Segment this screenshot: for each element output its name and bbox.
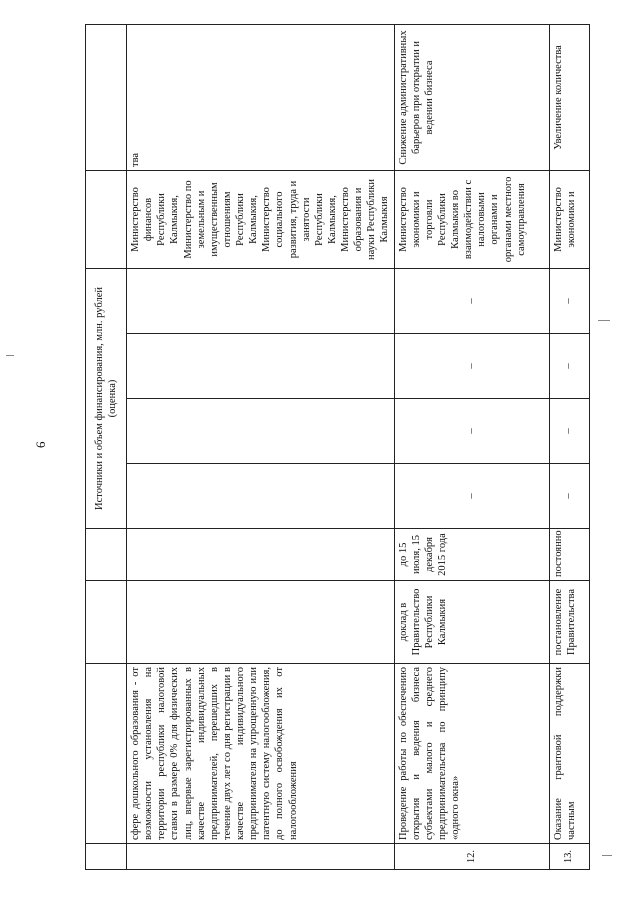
funding-cell: –: [549, 334, 589, 399]
action-cell: Оказание грантовой поддержки частным: [549, 664, 589, 844]
result-cell: Увеличение количества: [549, 24, 589, 170]
row-number: 13.: [549, 844, 589, 870]
header-form: [86, 581, 127, 664]
term-cell: до 15 июля, 15 декабря 2015 года: [394, 529, 549, 581]
funding-cell: –: [549, 399, 589, 464]
scan-mark: [6, 355, 14, 356]
form-cell: [127, 581, 395, 664]
executor-cell: Министерство экономики и: [549, 170, 589, 268]
rotated-table-area: [33, 25, 600, 870]
funding-cell: [127, 268, 395, 333]
measures-table: [85, 24, 590, 870]
funding-cell: –: [394, 464, 549, 529]
funding-cell: [127, 464, 395, 529]
page-number: 6: [33, 441, 48, 448]
funding-cell: [127, 334, 395, 399]
table-row: [549, 24, 589, 869]
term-cell: [127, 529, 395, 581]
header-action: [86, 664, 127, 844]
result-cell: тва: [127, 24, 395, 170]
funding-cell: –: [549, 268, 589, 333]
header-term: [86, 529, 127, 581]
header-funding: Источники и объем финансирования, млн. рублей (оценка): [86, 268, 127, 528]
funding-cell: [127, 399, 395, 464]
scan-mark: [602, 855, 612, 856]
header-executor: [86, 170, 127, 268]
result-cell: Снижение административных барьеров при открытии и ведении бизнеса: [394, 24, 549, 170]
executor-cell: Министерство экономики и торговли Республики Калмыкия во взаимодействии с налоговыми органами и органами местного самоуправления: [394, 170, 549, 268]
form-cell: доклад в Правительство Республики Калмыкия: [394, 581, 549, 664]
term-cell: постоянно: [549, 529, 589, 581]
funding-cell: –: [549, 464, 589, 529]
funding-cell: –: [394, 268, 549, 333]
scan-mark: [598, 320, 610, 321]
funding-cell: –: [394, 399, 549, 464]
funding-cell: –: [394, 334, 549, 399]
header-result: [86, 24, 127, 170]
row-number: [127, 844, 395, 870]
action-cell: Проведение работы по обеспечению открытия и ведения бизнеса субъектами малого и среднего предпринимательства по принципу «одного окна»: [394, 664, 549, 844]
action-cell: сфере дошкольного образования - от возможности установления на территории республики налоговой ставки в размере 0% для физических лиц, впервые зарегистрированных в качестве индивидуальных предпринимателей, перешедших в течение двух лет со дня регистрации в качестве индивидуального предпринимателя на упрощенную или патентную систему налогообложения, до полного освобождения их от налогообложения: [127, 664, 395, 844]
table-row: [127, 24, 395, 869]
header-num: [86, 844, 127, 870]
table-header-row: [86, 24, 127, 869]
row-number: 12.: [394, 844, 549, 870]
executor-cell: Министерство финансов Республики Калмыкия, Министерство по земельным и имущественным отношениям Республики Калмыкия, Министерство социального развития, труда и занятости Республики Калмыкия, Министерство образования и науки Республики Калмыкия: [127, 170, 395, 268]
table-row: [394, 24, 549, 869]
form-cell: постановление Правительства: [549, 581, 589, 664]
